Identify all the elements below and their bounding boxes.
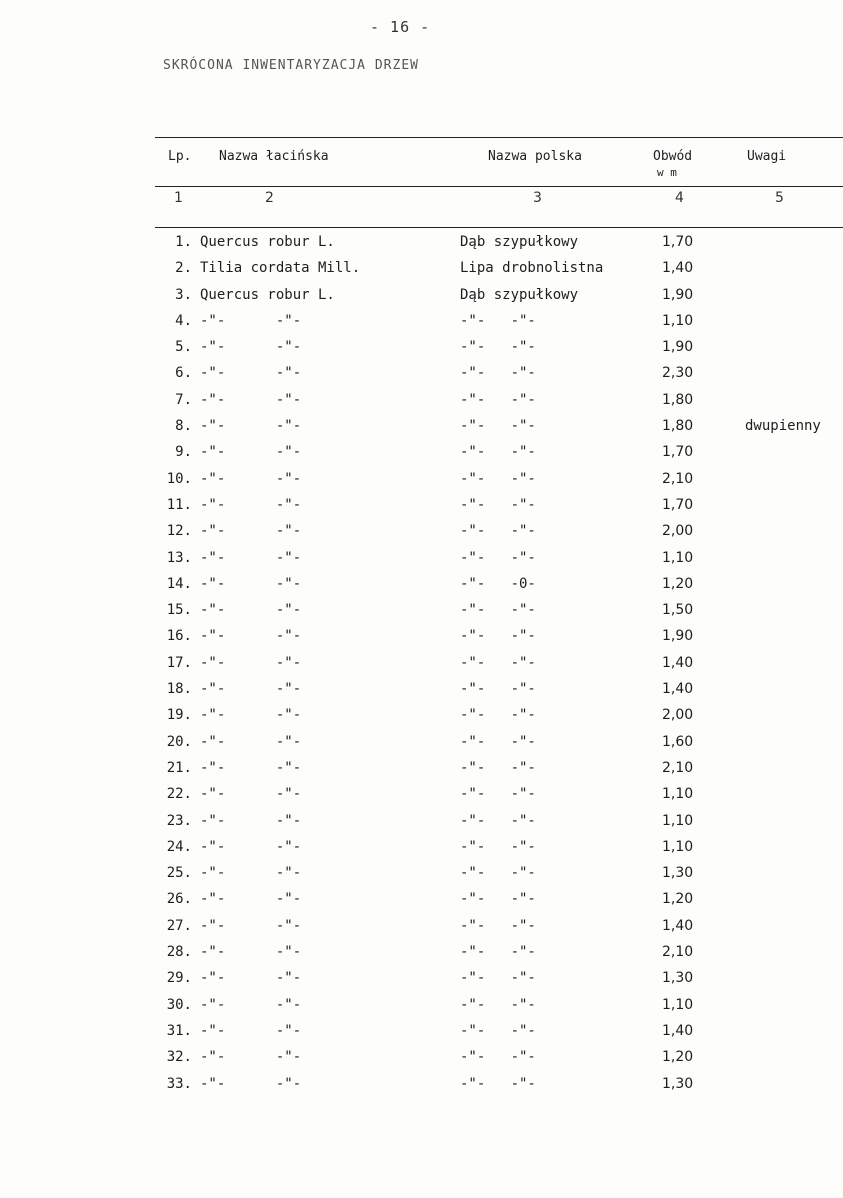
polish-name-cell: -"- -"-: [460, 917, 536, 934]
polish-name-cell: -"- -"-: [460, 391, 536, 408]
table-row: [0, 1046, 843, 1072]
circumference-cell: 1,10: [662, 838, 694, 855]
table-row: [0, 652, 843, 678]
table-row: [0, 836, 843, 862]
latin-name-cell: Quercus robur L.: [200, 234, 335, 250]
polish-name-cell: Lipa drobnolistna: [460, 260, 604, 277]
latin-name-cell: -"- -"-: [200, 365, 302, 382]
row-number: 31.: [166, 1022, 192, 1039]
latin-name-cell: -"- -"-: [200, 575, 302, 592]
row-number: 20.: [166, 733, 192, 750]
table-row: [0, 810, 843, 836]
row-number: 25.: [166, 865, 192, 882]
header-circumference: Obwód: [653, 149, 693, 164]
table-row: [0, 888, 843, 914]
circumference-cell: 1,40: [662, 1022, 694, 1039]
table-row: [0, 941, 843, 967]
polish-name-cell: -"- -"-: [460, 628, 536, 645]
column-number-5: 5: [775, 190, 784, 206]
header-latin-name: Nazwa łacińska: [219, 149, 329, 164]
polish-name-cell: -"- -"-: [460, 523, 536, 540]
latin-name-cell: -"- -"-: [200, 838, 302, 855]
row-number: 19.: [166, 707, 192, 724]
circumference-cell: 1,80: [662, 418, 694, 435]
polish-name-cell: -"- -"-: [460, 312, 536, 329]
circumference-cell: 1,10: [662, 549, 694, 566]
polish-name-cell: -"- -"-: [460, 654, 536, 671]
notes-cell: dwupienny: [745, 418, 821, 435]
circumference-cell: 1,10: [662, 786, 694, 803]
row-number: 28.: [166, 944, 192, 961]
row-number: 11.: [166, 496, 192, 513]
row-number: 14.: [166, 575, 192, 592]
row-number: 21.: [166, 759, 192, 776]
circumference-cell: 2,10: [662, 944, 694, 961]
header-lp: Lp.: [168, 149, 192, 164]
column-number-rule: [155, 227, 843, 228]
polish-name-cell: -"- -"-: [460, 1075, 536, 1092]
polish-name-cell: -"- -"-: [460, 970, 536, 987]
row-number: 33.: [166, 1075, 192, 1092]
circumference-cell: 1,40: [662, 260, 694, 277]
table-row: [0, 284, 843, 310]
row-number: 16.: [166, 628, 192, 645]
table-row: [0, 494, 843, 520]
polish-name-cell: -"- -"-: [460, 996, 536, 1013]
polish-name-cell: -"- -"-: [460, 707, 536, 724]
table-row: [0, 862, 843, 888]
table-row: [0, 573, 843, 599]
polish-name-cell: Dąb szypułkowy: [460, 286, 579, 303]
circumference-cell: 1,70: [662, 496, 694, 513]
row-number: 3.: [175, 286, 192, 303]
table-row: [0, 599, 843, 625]
circumference-cell: 1,50: [662, 602, 694, 619]
document-title: SKRÓCONA INWENTARYZACJA DRZEW: [163, 58, 419, 73]
table-row: [0, 783, 843, 809]
polish-name-cell: -"- -"-: [460, 891, 536, 908]
row-number: 2.: [175, 260, 192, 277]
row-number: 6.: [175, 365, 192, 382]
row-number: 1.: [175, 234, 192, 250]
table-row: [0, 257, 843, 283]
latin-name-cell: -"- -"-: [200, 1049, 302, 1066]
column-number-3: 3: [533, 190, 542, 206]
table-row: [0, 994, 843, 1020]
table-row: [0, 468, 843, 494]
circumference-cell: 1,10: [662, 996, 694, 1013]
circumference-cell: 1,90: [662, 339, 694, 356]
latin-name-cell: -"- -"-: [200, 391, 302, 408]
circumference-cell: 2,00: [662, 523, 694, 540]
table-row: [0, 915, 843, 941]
header-circumference-unit: w m: [657, 166, 677, 179]
table-row: [0, 389, 843, 415]
row-number: 7.: [175, 391, 192, 408]
latin-name-cell: -"- -"-: [200, 733, 302, 750]
table-row: [0, 967, 843, 993]
table-row: [0, 362, 843, 388]
row-number: 22.: [166, 786, 192, 803]
table-row: [0, 1073, 843, 1099]
circumference-cell: 1,10: [662, 812, 694, 829]
circumference-cell: 1,90: [662, 286, 694, 303]
polish-name-cell: -"- -"-: [460, 470, 536, 487]
latin-name-cell: -"- -"-: [200, 681, 302, 698]
latin-name-cell: -"- -"-: [200, 917, 302, 934]
latin-name-cell: -"- -"-: [200, 996, 302, 1013]
latin-name-cell: Tilia cordata Mill.: [200, 260, 361, 277]
row-number: 27.: [166, 917, 192, 934]
table-row: [0, 441, 843, 467]
circumference-cell: 1,40: [662, 681, 694, 698]
table-row: [0, 547, 843, 573]
latin-name-cell: -"- -"-: [200, 1022, 302, 1039]
row-number: 5.: [175, 339, 192, 356]
latin-name-cell: -"- -"-: [200, 970, 302, 987]
latin-name-cell: -"- -"-: [200, 707, 302, 724]
row-number: 32.: [166, 1049, 192, 1066]
circumference-cell: 1,30: [662, 1075, 694, 1092]
latin-name-cell: -"- -"-: [200, 786, 302, 803]
latin-name-cell: -"- -"-: [200, 654, 302, 671]
latin-name-cell: -"- -"-: [200, 1075, 302, 1092]
circumference-cell: 1,20: [662, 575, 694, 592]
table-row: [0, 678, 843, 704]
header-polish-name: Nazwa polska: [488, 149, 582, 164]
latin-name-cell: -"- -"-: [200, 470, 302, 487]
tree-inventory-table: [0, 231, 843, 1099]
latin-name-cell: -"- -"-: [200, 339, 302, 356]
circumference-cell: 1,90: [662, 628, 694, 645]
polish-name-cell: -"- -"-: [460, 1049, 536, 1066]
row-number: 8.: [175, 418, 192, 435]
row-number: 30.: [166, 996, 192, 1013]
row-number: 13.: [166, 549, 192, 566]
latin-name-cell: -"- -"-: [200, 944, 302, 961]
column-number-1: 1: [174, 190, 183, 206]
polish-name-cell: -"- -"-: [460, 812, 536, 829]
table-row: [0, 231, 843, 257]
circumference-cell: 2,10: [662, 759, 694, 776]
circumference-cell: 2,00: [662, 707, 694, 724]
circumference-cell: 2,30: [662, 365, 694, 382]
column-number-4: 4: [675, 190, 684, 206]
row-number: 26.: [166, 891, 192, 908]
polish-name-cell: -"- -"-: [460, 865, 536, 882]
latin-name-cell: -"- -"-: [200, 865, 302, 882]
row-number: 17.: [166, 654, 192, 671]
polish-name-cell: -"- -"-: [460, 786, 536, 803]
latin-name-cell: -"- -"-: [200, 549, 302, 566]
latin-name-cell: -"- -"-: [200, 312, 302, 329]
table-row: [0, 731, 843, 757]
table-row: [0, 415, 843, 441]
polish-name-cell: -"- -"-: [460, 365, 536, 382]
circumference-cell: 1,40: [662, 654, 694, 671]
table-row: [0, 336, 843, 362]
polish-name-cell: -"- -"-: [460, 339, 536, 356]
circumference-cell: 1,30: [662, 865, 694, 882]
row-number: 12.: [166, 523, 192, 540]
latin-name-cell: -"- -"-: [200, 523, 302, 540]
circumference-cell: 1,70: [662, 234, 694, 250]
circumference-cell: 1,40: [662, 917, 694, 934]
circumference-cell: 1,20: [662, 891, 694, 908]
header-notes: Uwagi: [747, 149, 787, 164]
polish-name-cell: -"- -"-: [460, 444, 536, 461]
table-row: [0, 1020, 843, 1046]
row-number: 18.: [166, 681, 192, 698]
polish-name-cell: -"- -0-: [460, 575, 536, 592]
header-rule: [155, 186, 843, 187]
latin-name-cell: -"- -"-: [200, 444, 302, 461]
polish-name-cell: -"- -"-: [460, 549, 536, 566]
circumference-cell: 1,10: [662, 312, 694, 329]
row-number: 9.: [175, 444, 192, 461]
table-row: [0, 704, 843, 730]
polish-name-cell: -"- -"-: [460, 1022, 536, 1039]
row-number: 24.: [166, 838, 192, 855]
table-top-rule: [155, 137, 843, 138]
latin-name-cell: -"- -"-: [200, 812, 302, 829]
row-number: 29.: [166, 970, 192, 987]
polish-name-cell: -"- -"-: [460, 759, 536, 776]
circumference-cell: 1,30: [662, 970, 694, 987]
table-row: [0, 520, 843, 546]
polish-name-cell: -"- -"-: [460, 602, 536, 619]
latin-name-cell: Quercus robur L.: [200, 286, 335, 303]
polish-name-cell: -"- -"-: [460, 496, 536, 513]
latin-name-cell: -"- -"-: [200, 759, 302, 776]
latin-name-cell: -"- -"-: [200, 628, 302, 645]
circumference-cell: 1,20: [662, 1049, 694, 1066]
page-number: - 16 -: [370, 18, 431, 36]
polish-name-cell: -"- -"-: [460, 733, 536, 750]
table-row: [0, 625, 843, 651]
row-number: 23.: [166, 812, 192, 829]
table-row: [0, 757, 843, 783]
polish-name-cell: -"- -"-: [460, 944, 536, 961]
circumference-cell: 1,70: [662, 444, 694, 461]
row-number: 4.: [175, 312, 192, 329]
latin-name-cell: -"- -"-: [200, 891, 302, 908]
column-number-2: 2: [265, 190, 274, 206]
polish-name-cell: Dąb szypułkowy: [460, 234, 579, 250]
latin-name-cell: -"- -"-: [200, 418, 302, 435]
table-row: [0, 310, 843, 336]
latin-name-cell: -"- -"-: [200, 496, 302, 513]
polish-name-cell: -"- -"-: [460, 681, 536, 698]
circumference-cell: 1,60: [662, 733, 694, 750]
circumference-cell: 2,10: [662, 470, 694, 487]
latin-name-cell: -"- -"-: [200, 602, 302, 619]
polish-name-cell: -"- -"-: [460, 838, 536, 855]
circumference-cell: 1,80: [662, 391, 694, 408]
row-number: 10.: [166, 470, 192, 487]
polish-name-cell: -"- -"-: [460, 418, 536, 435]
row-number: 15.: [166, 602, 192, 619]
